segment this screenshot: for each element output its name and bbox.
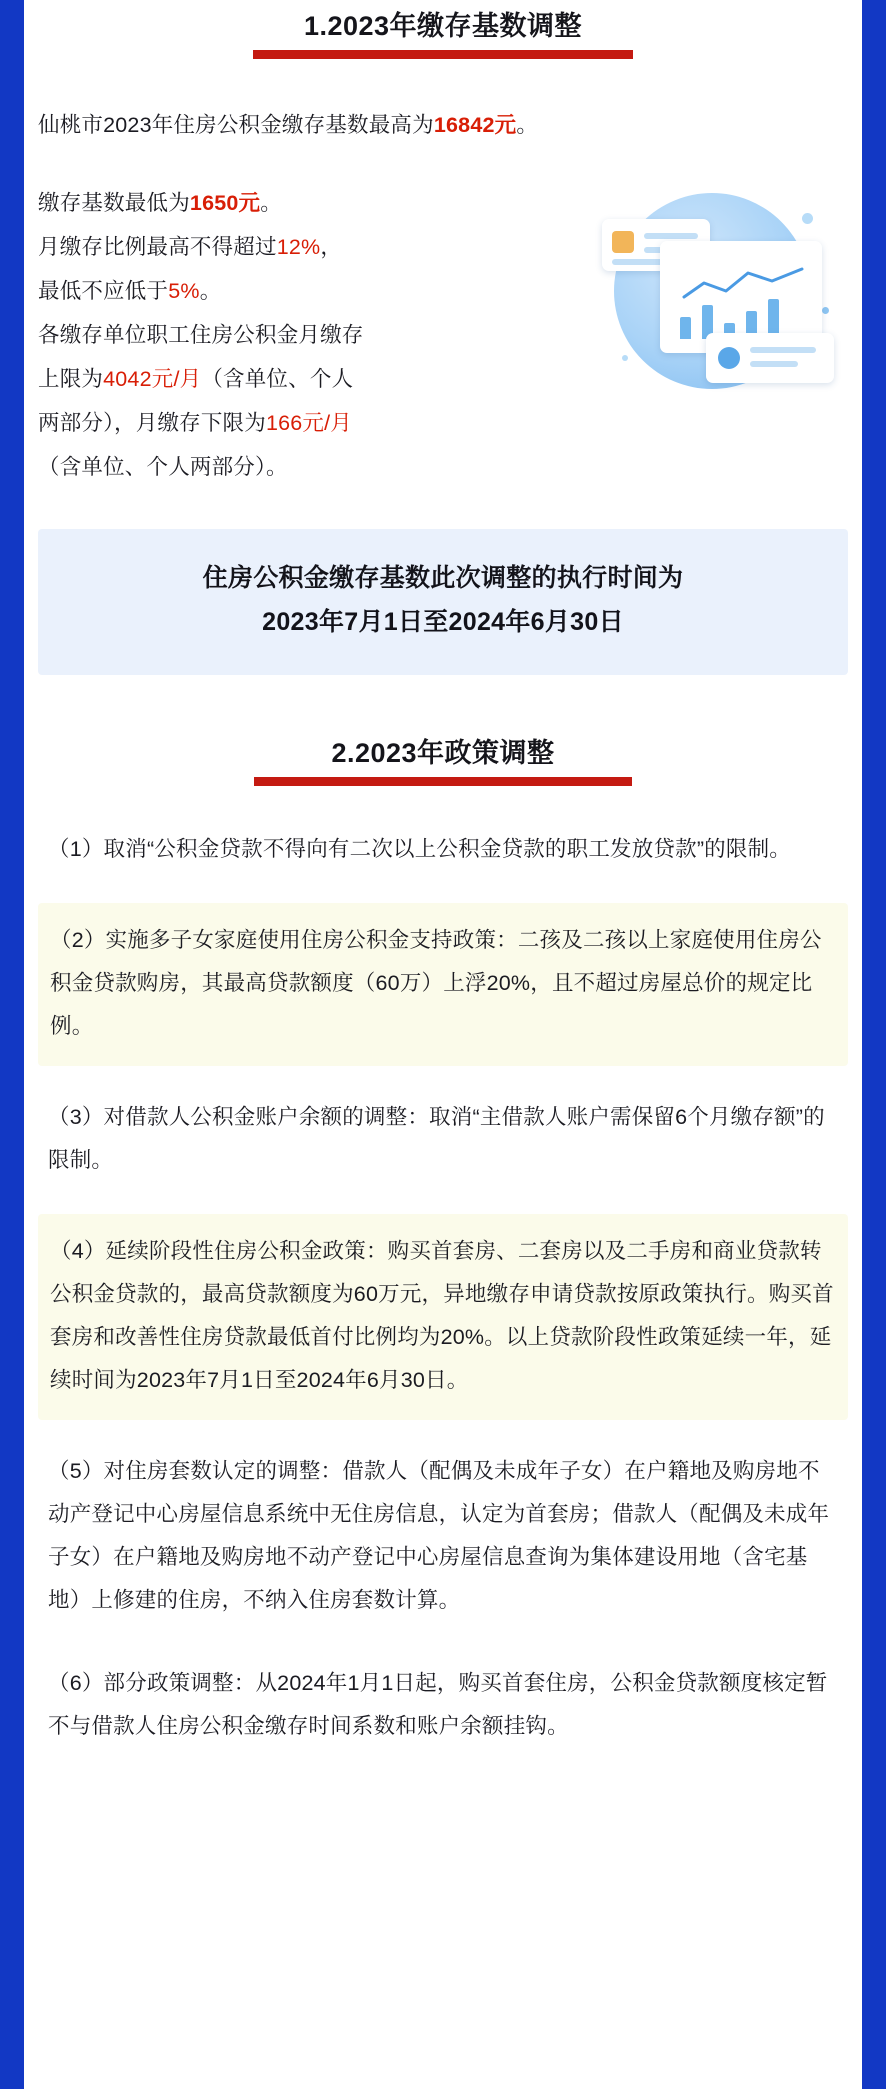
- detail-line-value: 4042元/月: [103, 367, 202, 392]
- left-border-bar: [0, 0, 24, 2089]
- detail-line-prefix: 上限为: [38, 367, 104, 392]
- illustration-line-graph: [682, 265, 806, 305]
- illustration-chart-area: [672, 257, 808, 339]
- data-report-illustration: [598, 187, 844, 399]
- right-border-bar: [862, 0, 886, 2089]
- illustration-bar: [680, 317, 691, 339]
- illustration-dot: [622, 355, 628, 361]
- illustration-text-line: [750, 361, 798, 367]
- policy-item-5: （5）对住房套数认定的调整：借款人（配偶及未成年子女）在户籍地及购房地不动产登记中心房屋信息系统中无住房信息，认定为首套房；借款人（配偶及未成年子女）在户籍地及购房地不动产登记中心房屋信息查询为集体建设用地（含宅基地）上修建的住房，不纳入住房套数计算。: [48, 1458, 830, 1612]
- policy-item-2: （2）实施多子女家庭使用住房公积金支持政策：二孩及二孩以上家庭使用住房公积金贷款购房，其最高贷款额度（60万）上浮20%，且不超过房屋总价的规定比例。: [38, 903, 848, 1066]
- detail-line-value: 12%: [276, 234, 321, 259]
- section-1-title-underline: [253, 50, 633, 59]
- section-1-intro-paragraph: [38, 103, 848, 147]
- detail-line-prefix: 月缴存比例最高不得超过: [38, 234, 277, 259]
- detail-line-suffix: ，: [320, 234, 343, 259]
- section-2-title: 2.2023年政策调整: [331, 737, 555, 768]
- callout-line-2: 2023年7月1日至2024年6月30日: [262, 608, 624, 637]
- execution-period-callout: [38, 529, 848, 675]
- section-2-title-underline: [254, 777, 632, 786]
- intro-max-base-value: 16842元: [433, 112, 517, 137]
- section-1-heading: [38, 0, 848, 59]
- detail-line-prefix: 各缴存单位职工住房公积金月缴存: [38, 323, 364, 348]
- document-content: [34, 0, 852, 1758]
- detail-line-prefix: 最低不应低于: [38, 278, 169, 303]
- illustration-dot: [802, 213, 813, 224]
- illustration-dot: [822, 307, 829, 314]
- illustration-text-line: [750, 347, 816, 353]
- left-border-inner-stripe: [24, 0, 31, 2089]
- illustration-avatar-circle: [718, 347, 740, 369]
- policy-item-6: （6）部分政策调整：从2024年1月1日起，购买首套住房，公积金贷款额度核定暂不与借款人住房公积金缴存时间系数和账户余额挂钩。: [48, 1670, 828, 1738]
- policy-item-3: （3）对借款人公积金账户余额的调整：取消“主借款人账户需保留6个月缴存额”的限制。: [48, 1104, 825, 1172]
- detail-line-suffix: 。: [199, 278, 222, 303]
- section-2-heading: [38, 727, 848, 786]
- section-1-detail-block: [38, 181, 848, 489]
- illustration-contact-card: [706, 333, 834, 383]
- callout-line-1: 住房公积金缴存基数此次调整的执行时间为: [202, 564, 684, 593]
- section-1-title: 1.2023年缴存基数调整: [303, 11, 583, 41]
- detail-line: [38, 445, 848, 489]
- detail-line-value: 5%: [168, 278, 200, 303]
- policy-item-4: （4）延续阶段性住房公积金政策：购买首套房、二套房以及二手房和商业贷款转公积金贷款的，最高贷款额度为60万元，异地缴存申请贷款按原政策执行。购买首套房和改善性住房贷款最低首付比例均为20%。以上贷款阶段性政策延续一年，延续时间为2023年7月1日至2024年6月30日。: [38, 1214, 848, 1420]
- intro-prefix-text: 仙桃市2023年住房公积金缴存基数最高为: [38, 112, 434, 137]
- illustration-text-line: [644, 233, 698, 239]
- detail-line-prefix: 两部分），月缴存下限为: [38, 411, 266, 436]
- right-border-inner-stripe: [855, 0, 862, 2089]
- detail-line-prefix: （含单位、个人两部分）。: [38, 455, 288, 480]
- detail-line-value: 166元/月: [265, 411, 352, 436]
- intro-suffix-text: 。: [516, 112, 539, 137]
- detail-line-suffix: （含单位、个人: [201, 367, 354, 392]
- illustration-avatar-square: [612, 231, 634, 253]
- policy-item-list: [38, 820, 848, 1758]
- detail-line: [38, 401, 848, 445]
- detail-line-value: 1650元: [189, 190, 261, 215]
- detail-line-suffix: 。: [260, 190, 282, 215]
- detail-line-prefix: 缴存基数最低为: [38, 190, 190, 215]
- policy-item-1: （1）取消“公积金贷款不得向有二次以上公积金贷款的职工发放贷款”的限制。: [48, 836, 791, 861]
